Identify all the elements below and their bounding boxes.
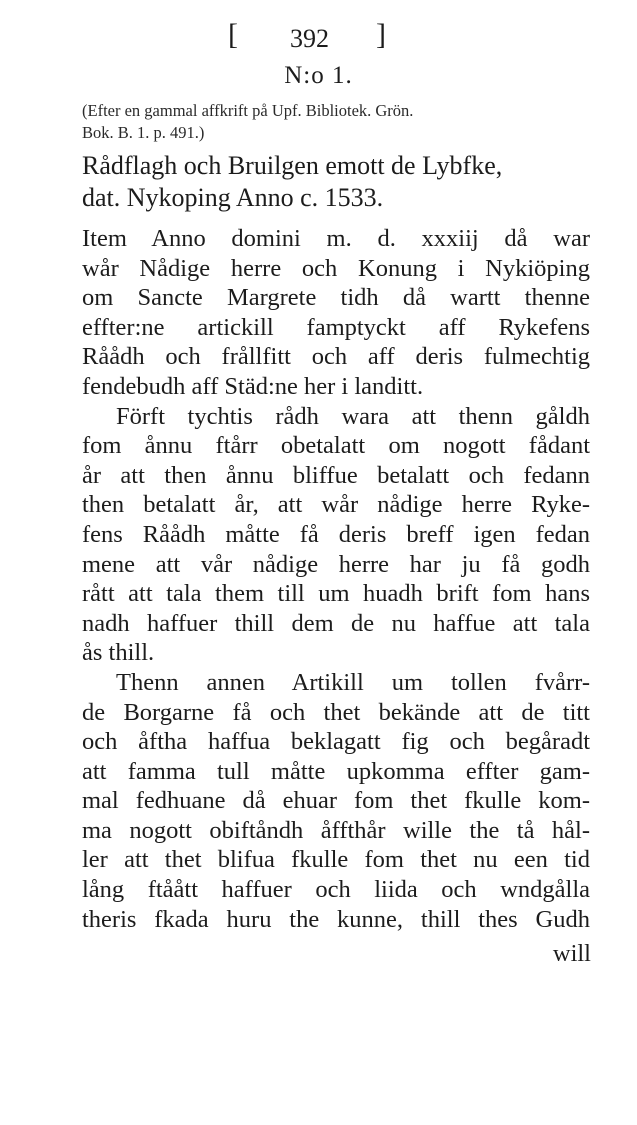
body-line: Thenn annen Artikill um tollen fvårr- — [116, 668, 590, 696]
body-text — [82, 224, 590, 934]
body-line: och åftha haffua beklagatt fig och begåradt — [82, 728, 590, 756]
source-note-line: (Efter en gammal affkrift på Upf. Bibliotek. Grön. — [82, 101, 414, 120]
body-line: fendebudh aff Städ:ne her i landitt. — [82, 372, 424, 400]
body-line: år att then ånnu bliffue betalatt och fedann — [82, 461, 590, 489]
body-line: Item Anno domini m. d. xxxiij då war — [82, 225, 590, 252]
document-number: N:o 1. — [284, 62, 353, 89]
catchword: will — [552, 940, 591, 967]
source-note — [82, 100, 592, 144]
header-bracket-right: ] — [376, 18, 386, 51]
header-bracket-left: [ — [228, 18, 238, 51]
page-header — [0, 18, 637, 58]
body-line: effter:ne artickill famptyckt aff Rykefens — [82, 313, 590, 341]
title-line: dat. Nykoping Anno c. 1533. — [82, 183, 384, 212]
body-line: wår Nådige herre och Konung i Nykiöping — [82, 254, 590, 282]
body-line: theris fkada huru the kunne, thill thes Gudh — [82, 905, 590, 933]
document-title — [82, 150, 602, 214]
title-line: Rådflagh och Bruilgen emott de Lybfke, — [82, 151, 503, 180]
body-line: om Sancte Margrete tidh då wartt thenne — [82, 284, 590, 312]
body-line: Råådh och frållfitt och aff deris fulmechtig — [82, 343, 590, 371]
body-line: mal fedhuane då ehuar fom thet fkulle kom- — [82, 787, 590, 815]
body-line: ler att thet blifua fkulle fom thet nu een tid — [82, 846, 590, 874]
page-number: 392 — [290, 24, 329, 53]
body-line: lång ftåått haffuer och liida och wndgålla — [82, 876, 590, 904]
source-note-line: Bok. B. 1. p. 491.) — [82, 123, 205, 142]
body-line: mene att vår nådige herre har ju få godh — [82, 550, 590, 578]
body-line: att famma tull måtte upkomma effter gam- — [82, 757, 590, 785]
body-line: ås thill. — [82, 639, 155, 667]
body-line: fom ånnu ftårr obetalatt om nogott fådant — [82, 432, 590, 460]
body-line: Förft tychtis rådh wara att thenn gåldh — [116, 402, 590, 430]
body-line: fens Råådh måtte få deris breff igen fedan — [82, 520, 590, 548]
body-line: then betalatt år, att wår nådige herre Ryke- — [82, 491, 590, 519]
body-line: de Borgarne få och thet bekände att de titt — [82, 698, 590, 726]
body-line: nadh haffuer thill dem de nu haffue att tala — [82, 609, 590, 637]
body-line: ma nogott obiftåndh åffthår wille the tå hål- — [82, 816, 590, 844]
body-line: rått att tala them till um huadh brift fom hans — [82, 580, 590, 608]
